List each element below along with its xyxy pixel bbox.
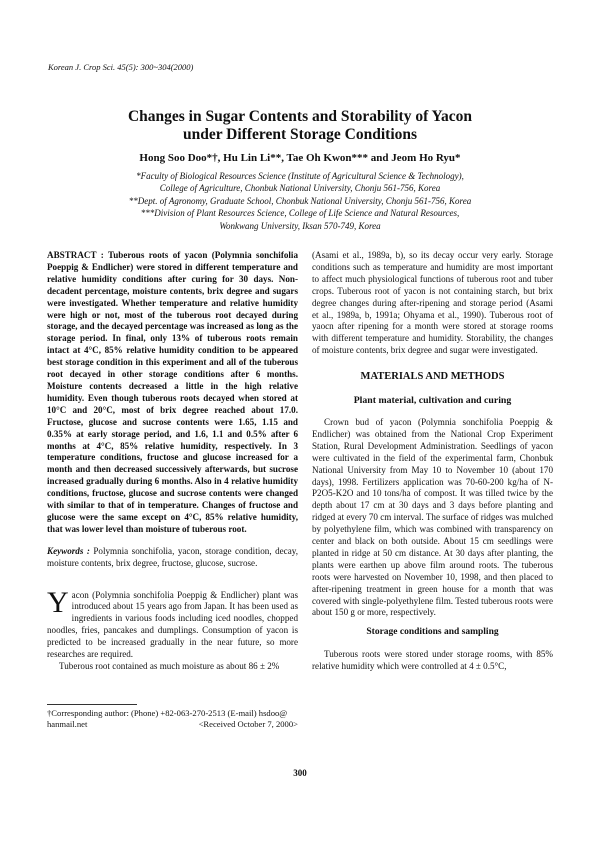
abstract-label: ABSTRACT : bbox=[47, 250, 104, 260]
left-column bbox=[47, 250, 298, 673]
intro-continued-paragraph: (Asami et al., 1989a, b), so its decay occur very early. Storage conditions such as temperature and humidity are most important to affect much physiological functions of tuberous root and tuber crops. Tuberous root of yacon is not containing starch, but brix degree changes during after-ripening and storage period (Asami et al., 1989a, b, 1991a; Ohyama et al., 1990). Tuberous root of yaocn after ripening for a month were stored at storage rooms with different temperature and humidity. Storability, the changes of moisture contents, brix degree and sugar were investigated. bbox=[312, 250, 553, 356]
title-line-1: Changes in Sugar Contents and Storability of Yacon bbox=[127, 108, 473, 125]
paper-title bbox=[60, 108, 540, 144]
drop-cap: Y bbox=[47, 585, 69, 619]
intro-paragraph-1 bbox=[47, 585, 298, 661]
author-list: Hong Soo Doo*†, Hu Lin Li**, Tae Oh Kwon*** and Jeom Ho Ryu* bbox=[139, 152, 461, 164]
received-date: <Received October 7, 2000> bbox=[198, 719, 298, 729]
keywords bbox=[47, 546, 298, 570]
affiliation-line: *Faculty of Biological Resources Science (Institute of Agricultural Science & Technology), bbox=[136, 171, 464, 181]
footnote-rule bbox=[47, 704, 137, 705]
footnote bbox=[47, 708, 298, 730]
keywords-label: Keywords : bbox=[47, 545, 90, 556]
intro-text-1: acon (Polymnia sonchifolia Poeppig & Endlicher) plant was introduced about 15 years ago from Japan. It has been used as ingredients in various foods including iced noodles, chopped noodles, fries, pancakes and dumplings. Consumption of yacon is predicted to be increased gradually in the near future, so more researches are required. bbox=[47, 589, 298, 660]
introduction bbox=[47, 585, 298, 673]
affiliation-line: **Dept. of Agronomy, Graduate School, Chonbuk National University, Chonju 561-756, Korea bbox=[128, 195, 472, 206]
keywords-text: Polymnia sonchifolia, yacon, storage condition, decay, moisture contents, brix degree, fructose, glucose, sucrose. bbox=[47, 545, 298, 568]
abstract-text: Tuberous roots of yacon (Polymnia sonchifolia Poeppig & Endlicher) were stored in different temperature and relative humidity conditions after curing for 30 days. Non-decadent percentage, moisture contents, brix degree and sugars were investigated. Whether temperature and relative humidity were high or not, most of the tuberous root decayed during storage, and the decayed percentage was increased as long as the storage period. In final, only 13% of tuberous roots remain intact at 4°C, 85% relative humidity condition to be appeared best storage condition in this experiment and all of the tuberous root decayed in other storage conditions after 6 months. Moisture contents decreased a little in the high relative humidity. Even though tuberous roots decayed when stored at 10°C and 20°C, most of brix degree reached about 17.0. Fructose, glucose and sucrose contents were 1.65, 1.15 and 0.35% at early storage period, and 1.6, 1.1 and 0.5% after 6 months at 4°C, 85% relative humidity, respectively. In 3 temperature conditions, fructose and glucose increased for a month and then decreased successively afterwards, but sucrose increased gradually during 6 months. Also in 4 relative humidity conditions, fructose, glucose and sucrose contents were changed with similar to that of in temperature. Changes of fructose and glucose were the same except on 4°C, 85% relative humidity, that was lower level than moisture of tuberous root. bbox=[47, 250, 298, 534]
subsection-heading-plant: Plant material, cultivation and curing bbox=[353, 395, 512, 407]
footnote-email-end: hanmail.net bbox=[47, 719, 88, 729]
intro-paragraph-2: Tuberous root contained as much moisture as about 86 ± 2% bbox=[59, 661, 280, 671]
affiliation-line: ***Division of Plant Resources Science, College of Life Science and Natural Resources, bbox=[140, 208, 460, 219]
page-number: 300 bbox=[293, 768, 307, 778]
footnote-line-2 bbox=[47, 719, 298, 730]
methods-paragraph-2: Tuberous roots were stored under storage rooms, with 85% relative humidity which were controlled at 4 ± 0.5°C, bbox=[312, 649, 553, 672]
methods-paragraph-1: Crown bud of yacon (Polymnia sonchifolia Poeppig & Endlicher) was obtained from the National Crop Experiment Station, Rural Development Administration. Seedlings of yacon were cultivated in the field of the experimental farm, Chonbuk National University from May 10 to November 10 (about 170 days), 1998. Fertilizers application was 70-60-200 kg/ha of N-P2O5-K2O and 10 tons/ha of compost. It was tilled twice by the depth about 17 cm at 30 days and 3 days before planting and ridged at every 70 cm interval. The surface of ridges was mulched by polyethylene film, which was combined with transparency on center and black on both outside. About 15 cm seedlings were planted in ridge at 50 cm distance. At 30 days after planting, the plants were earthen up above film around roots. The tuberous roots were harvested on November 10, 1998, and then placed to after-ripening treatment in green house for a month that was covered with single-polyethylene film. Tested tuberous roots were about 150 g or more, respectively. bbox=[312, 416, 553, 618]
journal-citation: Korean J. Crop Sci. 45(5): 300~304(2000) bbox=[48, 62, 194, 72]
affiliations bbox=[60, 170, 540, 232]
footnote-corresponding: †Corresponding author: (Phone) +82-063-270-2513 (E-mail) hsdoo@ bbox=[47, 708, 288, 718]
section-heading-methods: MATERIALS AND METHODS bbox=[360, 371, 505, 383]
abstract bbox=[47, 250, 298, 536]
affiliation-line: Wonkwang University, Iksan 570-749, Korea bbox=[219, 220, 381, 231]
title-line-2: under Different Storage Conditions bbox=[182, 126, 418, 143]
affiliation-line: College of Agriculture, Chonbuk National University, Chonju 561-756, Korea bbox=[159, 183, 441, 194]
right-column bbox=[312, 250, 553, 679]
subsection-heading-storage: Storage conditions and sampling bbox=[366, 627, 499, 638]
